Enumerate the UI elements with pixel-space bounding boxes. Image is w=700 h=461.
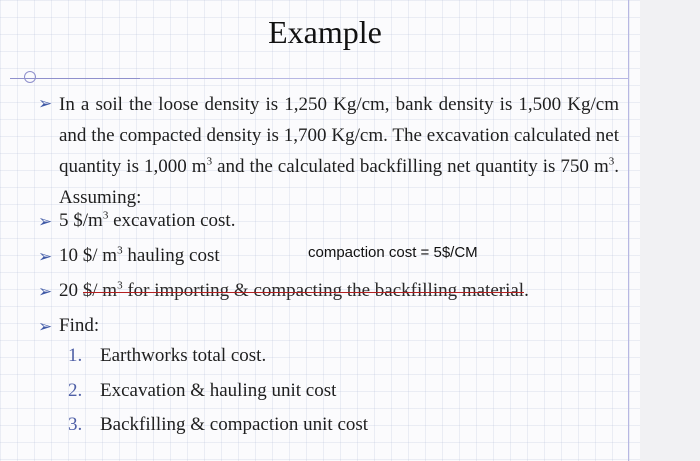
- intro-line-3: calculated net quantity is 1,000 m: [59, 125, 619, 177]
- bullet-excavation-cost: [59, 209, 235, 233]
- arrow-bullet-icon: ➢: [38, 247, 53, 266]
- bullet-import-prefix: 20: [59, 280, 83, 301]
- find-item-text: Backfilling & compaction unit cost: [100, 414, 369, 435]
- find-item-number: 3.: [68, 414, 83, 435]
- superscript: 3: [206, 155, 213, 168]
- bullet-import-struck: $/ m: [82, 280, 118, 301]
- right-margin-strip: [640, 0, 700, 461]
- intro-line-4: quantity is 750 m: [475, 156, 609, 177]
- arrow-bullet-icon: ➢: [38, 212, 53, 231]
- slide-title: Example: [268, 14, 382, 50]
- intro-line-2: Kg/cm and the compacted density is 1,700 Kg/cm. The excavation: [59, 94, 620, 146]
- superscript: 3: [117, 279, 123, 292]
- find-item-text: Earthworks total cost.: [100, 345, 267, 366]
- arrow-bullet-icon: ➢: [38, 282, 53, 301]
- vertical-rule: [628, 0, 629, 461]
- intro-paragraph: [59, 89, 619, 213]
- intro-line-3b: and the calculated backfilling net: [217, 156, 471, 177]
- intro-line-1: In a soil the loose density is 1,250 Kg/cm, bank density is 1,500: [59, 94, 562, 115]
- handwritten-annotation: compaction cost = 5$/CM: [308, 244, 478, 261]
- bullet-excavation-tail: excavation cost.: [108, 210, 236, 231]
- intro-line-4b: . Assuming:: [59, 156, 619, 208]
- arrow-bullet-icon: ➢: [38, 94, 53, 113]
- find-item-number: 2.: [68, 380, 83, 401]
- find-label: Find:: [59, 315, 100, 336]
- struck-text: [83, 280, 524, 301]
- arrow-bullet-icon: ➢: [38, 317, 53, 336]
- superscript: 3: [117, 244, 123, 257]
- bullet-hauling-text: 10 $/ m: [59, 245, 118, 266]
- bullet-excavation-text: 5 $/m: [59, 210, 103, 231]
- bullet-import-end: .: [524, 280, 529, 301]
- find-item-text: Excavation & hauling unit cost: [100, 380, 337, 401]
- superscript: 3: [102, 209, 109, 222]
- superscript: 3: [608, 155, 615, 168]
- divider-circle-marker: [24, 71, 36, 83]
- find-item-number: 1.: [68, 345, 83, 366]
- bullet-importing-cost: [59, 279, 529, 303]
- bullet-hauling-tail: hauling cost: [122, 245, 220, 266]
- bullet-hauling-cost: [59, 244, 220, 268]
- bullet-import-struck-tail: for importing & compacting the backfilling material: [122, 280, 525, 301]
